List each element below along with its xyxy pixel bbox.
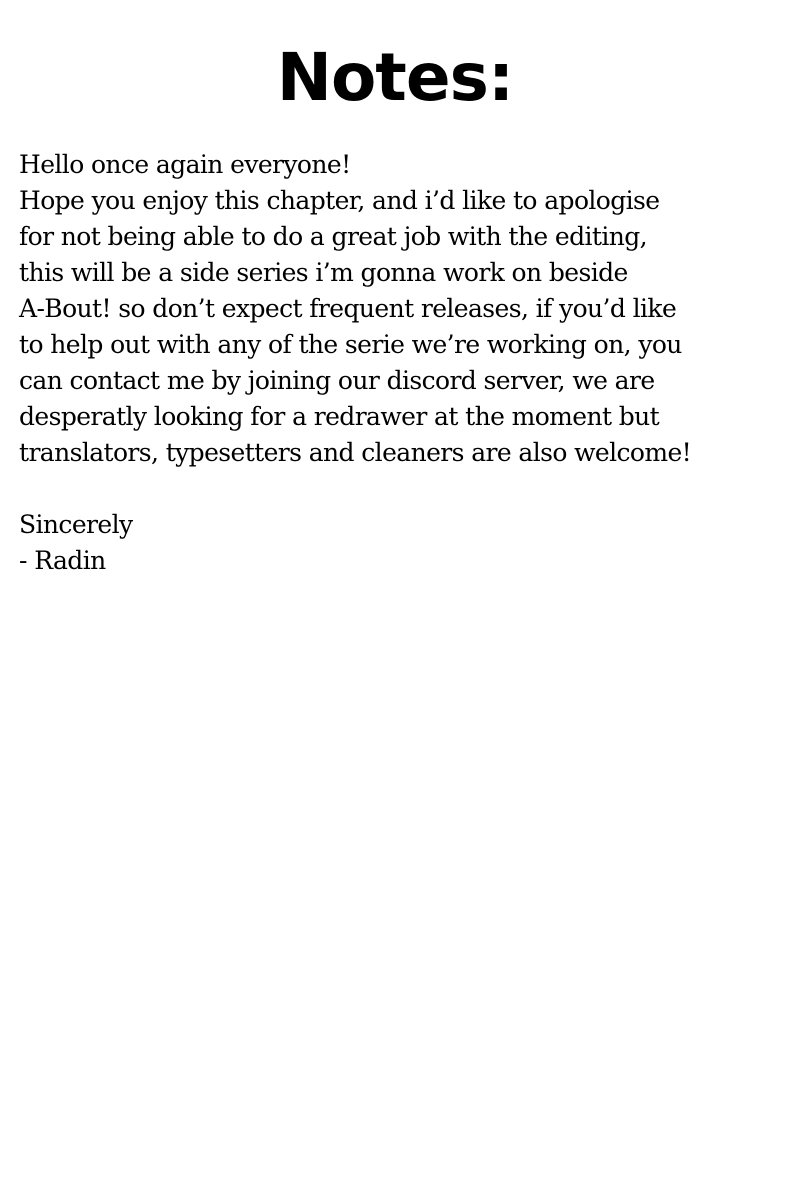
notes-body bbox=[19, 147, 799, 579]
paragraph-line: translators, typesetters and cleaners are also welcome! bbox=[19, 438, 692, 467]
page-title: Notes: bbox=[276, 39, 514, 116]
paragraph-line: Hope you enjoy this chapter, and i’d like to apologise bbox=[19, 186, 660, 215]
signature-line: - Radin bbox=[19, 546, 106, 575]
paragraph-line: to help out with any of the serie we’re working on, you bbox=[19, 330, 682, 359]
spacer bbox=[19, 471, 799, 507]
paragraph-line: can contact me by joining our discord server, we are bbox=[19, 366, 655, 395]
closing-line: Sincerely bbox=[19, 510, 133, 539]
paragraph-line: for not being able to do a great job with the editing, bbox=[19, 222, 648, 251]
paragraph-line: A-Bout! so don’t expect frequent releases, if you’d like bbox=[19, 294, 677, 323]
paragraph-line: this will be a side series i’m gonna work on beside bbox=[19, 258, 628, 287]
greeting-line: Hello once again everyone! bbox=[19, 150, 351, 179]
paragraph-line: desperatly looking for a redrawer at the moment but bbox=[19, 402, 660, 431]
